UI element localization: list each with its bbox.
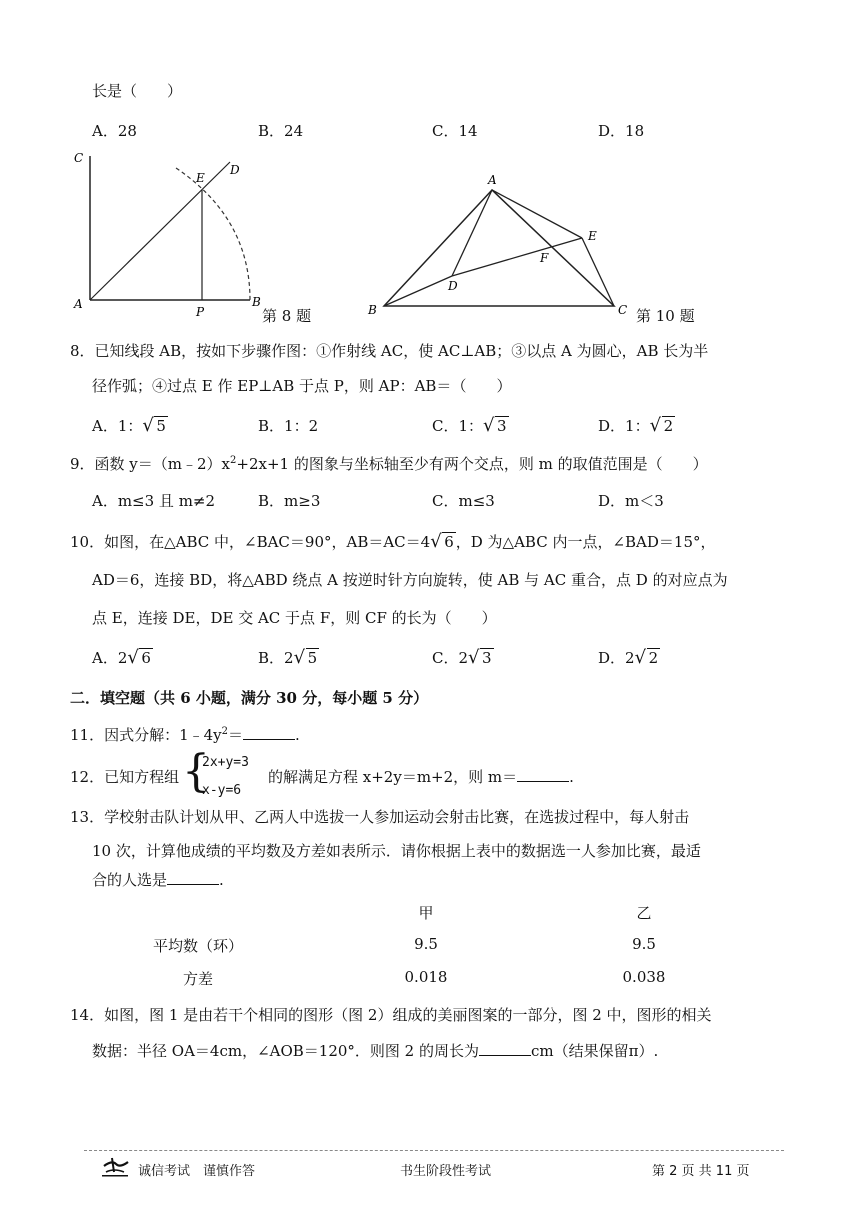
section-2-heading: 二．填空题（共 6 小题，满分 30 分，每小题 5 分） xyxy=(70,689,429,707)
q7-stem-tail: 长是（ ） xyxy=(92,82,183,100)
q11-answer-blank[interactable] xyxy=(243,739,295,740)
fig10-label-e: E xyxy=(588,229,597,243)
q13-stem-line3: 合的人选是 . xyxy=(92,871,224,889)
q12-stem-lead: 12．已知方程组 xyxy=(70,768,180,786)
figure-8 xyxy=(68,148,268,320)
q9-option-b: B．m≥3 xyxy=(258,492,321,510)
q8-option-a: A．1：√ 5 xyxy=(92,415,168,436)
fig10-label-c: C xyxy=(618,303,628,317)
q10-stem-line1: 10．如图，在△ABC 中，∠BAC＝90°，AB＝AC＝4√ 6 ，D 为△ABC 内一点，∠BAD＝15°， xyxy=(70,531,716,552)
footer-center-text: 书生阶段性考试 xyxy=(400,1164,492,1179)
q13-stem-line1: 13．学校射击队计划从甲、乙两人中选拔一人参加运动会射击比赛，在选拔过程中，每人射击 xyxy=(70,808,690,826)
q13-header-yi: 乙 xyxy=(636,904,652,922)
q8-stem-line1: 8．已知线段 AB，按如下步骤作图：①作射线 AC，使 AC⊥AB；③以点 A 为圆心，AB 长为半 xyxy=(70,342,709,360)
q10-option-a: A．2√ 6 xyxy=(92,647,153,668)
q13-row2-yi: 0.038 xyxy=(622,968,666,986)
fig8-label-a: A xyxy=(74,297,83,311)
q13-row2-jia: 0.018 xyxy=(404,968,448,986)
fig10-caption: 第 10 题 xyxy=(636,307,695,325)
q8-option-d: D．1：√ 2 xyxy=(598,415,675,436)
q11-stem: 11．因式分解：$1﹣4y^2=$ . xyxy=(70,726,300,744)
fig8-caption: 第 8 题 xyxy=(262,307,312,325)
q13-stem-line2: 10 次，计算他成绩的平均数及方差如表所示．请你根据上表中的数据选一人参加比赛，最适 xyxy=(92,842,701,860)
q13-row1-yi: 9.5 xyxy=(632,935,656,953)
fig10-label-b: B xyxy=(368,303,377,317)
q13-row1-label: 平均数（环） xyxy=(152,937,243,955)
q8-stem-line2: 径作弧；④过点 E 作 EP⊥AB 于点 P，则 AP：AB＝（ ） xyxy=(92,377,512,395)
fig8-label-e: E xyxy=(196,171,205,185)
q10-option-d: D．2√ 2 xyxy=(598,647,660,668)
q9-option-a: A．m≤3 且 m≠2 xyxy=(92,492,216,510)
q9-stem: 9．函数 $y=(m﹣2)x^2+2x+1$ 的图象与坐标轴至少有两个交点，则 m 的取值范围是（ ） xyxy=(70,455,708,473)
q7-option-c: C．14 xyxy=(432,122,478,140)
q8-option-b: B．1：2 xyxy=(258,417,319,435)
q13-row2-label: 方差 xyxy=(182,970,213,988)
fig8-label-d: D xyxy=(230,163,240,177)
q10-stem-line3: 点 E，连接 DE，DE 交 AC 于点 F，则 CF 的长为（ ） xyxy=(92,609,497,627)
q14-stem-line2: 数据：半径 OA＝4cm，∠AOB＝120°．则图 2 的周长为 cm（结果保留π）. xyxy=(92,1042,659,1060)
q13-answer-blank[interactable] xyxy=(167,884,219,885)
q13-row1-jia: 9.5 xyxy=(414,935,438,953)
q10-option-b: B．2√ 5 xyxy=(258,647,319,668)
figure-10 xyxy=(360,168,640,320)
q9-option-d: D．m＜3 xyxy=(598,492,664,510)
q12-eq1: 2x+y=3 xyxy=(202,755,249,770)
fig10-label-a: A xyxy=(488,173,497,187)
q7-option-b: B．24 xyxy=(258,122,304,140)
footer-left-text: 诚信考试 谨慎作答 xyxy=(138,1164,256,1179)
footer-page-number: 第 2 页 共 11 页 xyxy=(652,1164,750,1179)
fig8-label-b: B xyxy=(252,295,261,309)
q12-stem-tail: 的解满足方程 x+2y＝m+2，则 m＝ . xyxy=(268,768,574,786)
q14-stem-line1: 14．如图，图 1 是由若干个相同的图形（图 2）组成的美丽图案的一部分，图 2 中，图形的相关 xyxy=(70,1006,712,1024)
q12-eq2: x-y=6 xyxy=(202,783,242,798)
fig8-label-p: P xyxy=(196,305,205,319)
q10-stem-line2: AD＝6，连接 BD，将△ABD 绕点 A 按逆时针方向旋转，使 AB 与 AC 重合，点 D 的对应点为 xyxy=(92,571,728,589)
fig10-label-d: D xyxy=(448,279,458,293)
fig10-label-f: F xyxy=(540,251,549,265)
fig8-label-c: C xyxy=(74,151,84,165)
publisher-logo-icon xyxy=(100,1156,130,1178)
q7-option-d: D．18 xyxy=(598,122,645,140)
q12-answer-blank[interactable] xyxy=(517,781,569,782)
q10-option-c: C．2√ 3 xyxy=(432,647,494,668)
q14-answer-blank[interactable] xyxy=(479,1055,531,1056)
q12-brace: { xyxy=(182,746,210,797)
q7-option-a: A．28 xyxy=(92,122,137,140)
q13-header-jia: 甲 xyxy=(418,904,434,922)
q8-option-c: C．1：√ 3 xyxy=(432,415,509,436)
footer-divider xyxy=(84,1150,784,1151)
q9-option-c: C．m≤3 xyxy=(432,492,495,510)
